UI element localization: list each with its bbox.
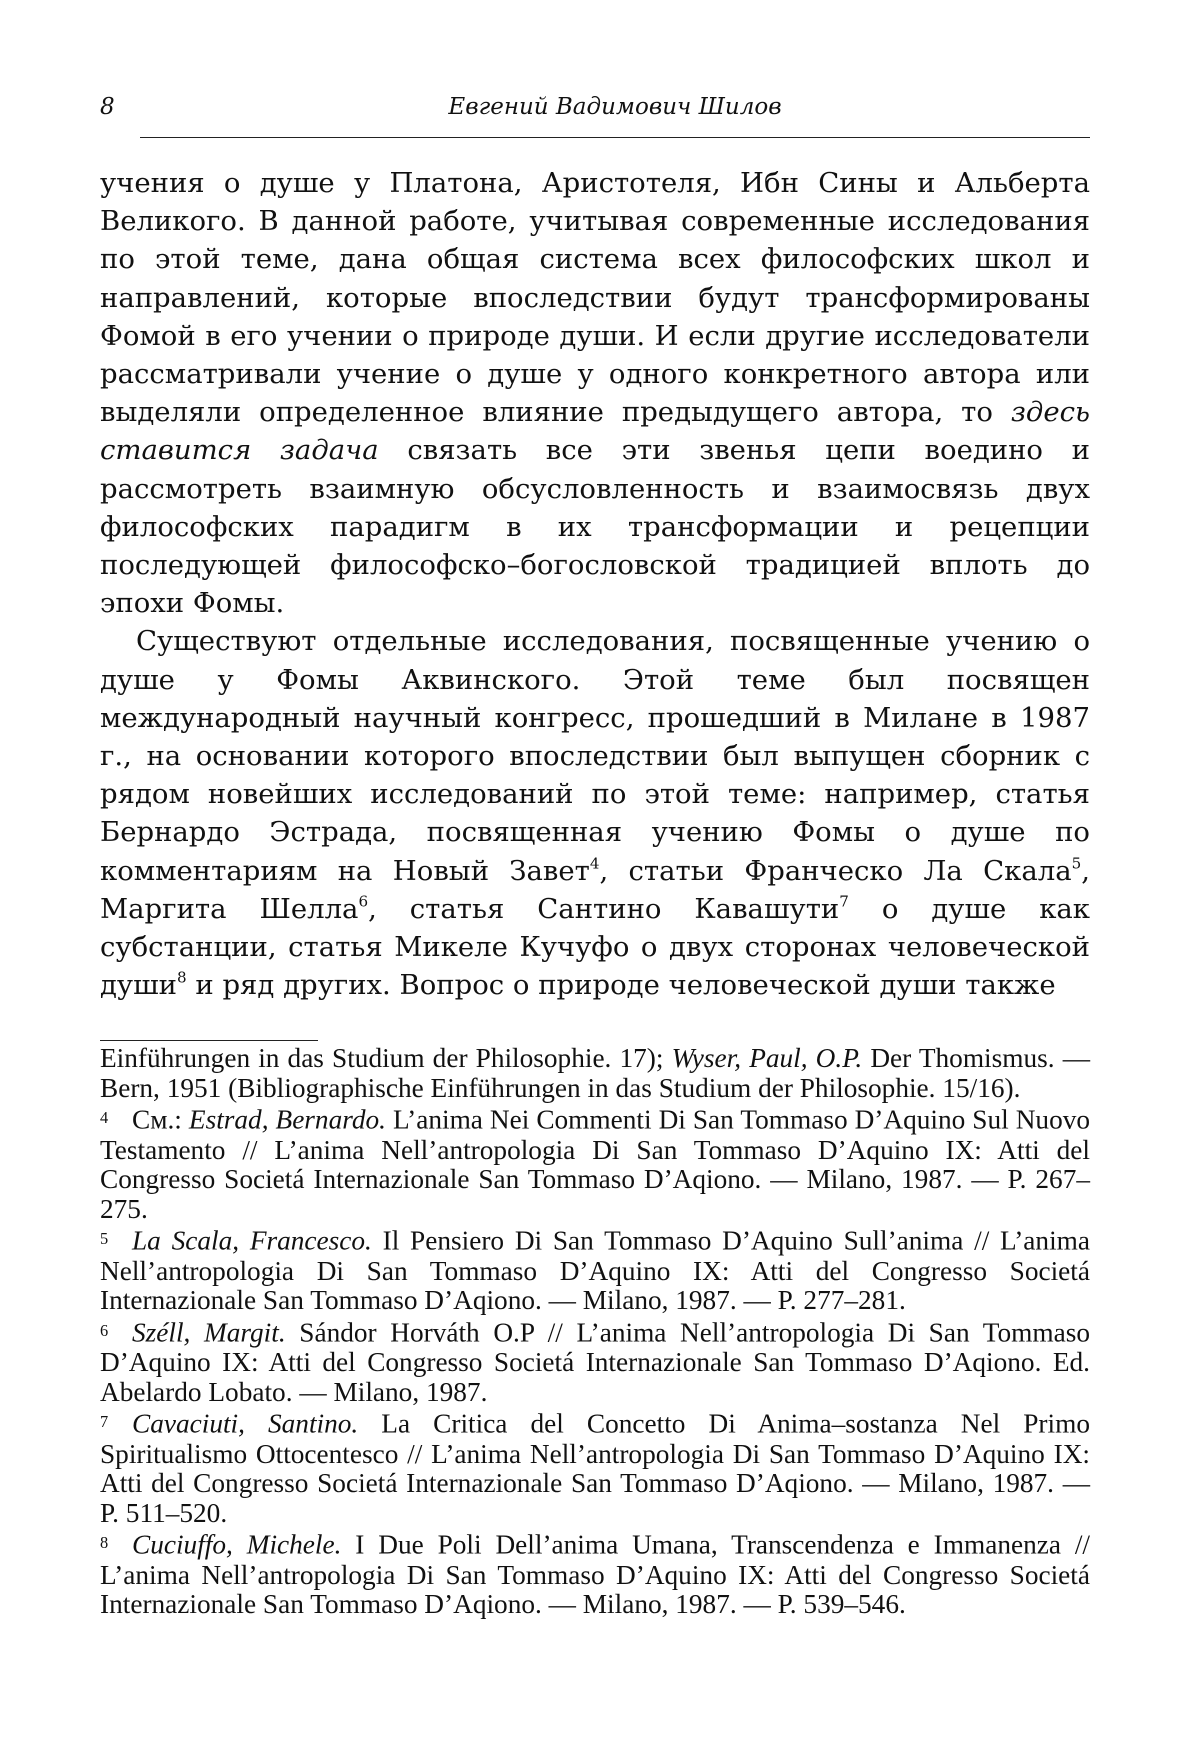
paragraph-2-text-c: , Маргита Шелла (100, 854, 1090, 925)
paragraph-2-text-b: , статьи Франческо Ла Скала (599, 854, 1072, 887)
footnote-7-author: Cavaciuti, Santino. (132, 1409, 359, 1439)
footnote-4 (100, 1103, 1090, 1224)
footnote-7 (100, 1407, 1090, 1528)
footnote-ref-8: 8 (177, 968, 187, 987)
paragraph-1-text-a: учения о душе у Платона, Аристотеля, Ибн Сины и Альберта Великого. В данной работе, учитывая современные исследования по этой теме, дана общая система всех философских школ и направлений, которые впоследствии будут трансформированы Фомой в его учении о природе души. И если другие исследователи рассматривали учение о душе у одного конкретного автора или выделяли определенное влияние предыдущего автора, то (100, 167, 1090, 429)
footnote-6 (100, 1316, 1090, 1408)
footnote-6-author: Széll, Margit. (132, 1317, 286, 1348)
footnote-8-mark: 8 (100, 1533, 109, 1553)
footnote-8-text: I Due Poli Dell’anima Umana, Transcendenza e Immanenza // L’anima Nell’antropologia Di San Tommaso D’Aquino IX: Atti del Congresso Societá Internazionale San Tommaso D’Aqiono. — Milano, 1987. — P. 539–546. (100, 1530, 1090, 1620)
paragraph-2-text-d: , статья Сантино Кавашути (368, 892, 840, 925)
paragraph-2-text-a: Существуют отдельные исследования, посвященные учению о душе у Фомы Аквинского. Этой теме был посвящен международный научный конгресс, прошедший в Милане в 1987 г., на основании которого впоследствии был выпущен сборник с рядом новейших исследований по этой теме: например, статья Бернардо Эстрада, посвященная учению Фомы о душе по комментариям на Новый Завет (100, 625, 1090, 887)
paragraph-2 (100, 622, 1090, 1004)
footnote-rule (100, 1040, 318, 1041)
footnote-ref-5: 5 (1071, 854, 1082, 873)
footnote-5-mark: 5 (100, 1229, 109, 1249)
paragraph-1 (100, 164, 1090, 622)
footnote-continuation-text-b: Der Thomismus. — Bern, 1951 (Bibliographische Einführungen in das Studium der Philosophie. 15/16). (100, 1043, 1090, 1103)
footnote-6-text: Sándor Horváth O.P // L’anima Nell’antropologia Di San Tommaso D’Aquino IX: Atti del Congresso Societá Internazionale San Tommaso D’Aqiono. Ed. Abelardo Lobato. — Milano, 1987. (100, 1317, 1091, 1407)
footnote-5-text: Il Pensiero Di San Tommaso D’Aquino Sull’anima // L’anima Nell’antropologia Di San Tommaso D’Aquino IX: Atti del Congresso Societá Internazionale San Tommaso D’Aqiono. — Milano, 1987. — P. 277–281. (100, 1226, 1090, 1316)
footnote-continuation (100, 1044, 1090, 1103)
paragraph-2-text-e: о душе как субстанции, статья Микеле Кучуфо о двух сторонах человеческой души (100, 892, 1090, 1002)
page-number: 8 (100, 94, 115, 120)
footnote-ref-4: 4 (589, 854, 600, 873)
footnote-5-author: La Scala, Francesco. (132, 1226, 372, 1256)
footnote-4-author: Estrad, Bernardo. (188, 1104, 386, 1135)
footnote-4-text: L’anima Nei Commenti Di San Tommaso D’Aquino Sul Nuovo Testamento // L’anima Nell’antropologia Di San Tommaso D’Aquino IX: Atti del Congresso Societá Internazionale San Tommaso D’Aqiono. — Milano, 1987. — P. 267–275. (100, 1104, 1091, 1224)
paragraph-1-text-b: связать все эти звенья цепи воедино и рассмотреть взаимную обсусловленность и взаимосвязь двух философских парадигм в их трансформации и рецепции последующей философско–богословской традицией вплоть до эпохи Фомы. (100, 434, 1090, 620)
header-rule (140, 137, 1090, 138)
running-head (100, 94, 1090, 134)
footnote-continuation-text-a: Einführungen in das Studium der Philosophie. 17); (100, 1043, 672, 1073)
running-head-author: Евгений Вадимович Шилов (448, 94, 782, 120)
footnote-8 (100, 1528, 1090, 1620)
footnote-ref-7: 7 (839, 892, 849, 911)
footnote-4-prefix: См.: (132, 1104, 189, 1135)
footnotes (100, 1044, 1090, 1620)
footnote-5 (100, 1224, 1090, 1316)
footnote-8-author: Cuciuffo, Michele. (132, 1530, 342, 1561)
footnote-7-mark: 7 (100, 1412, 109, 1432)
footnote-7-text: La Critica del Concetto Di Anima–sostanza Nel Primo Spiritualismo Ottocentesco // L’anima Nell’antropologia Di San Tommaso D’Aquino IX: Atti del Congresso Societá Internazionale San Tommaso D’Aqiono. — Milano, 1987. — P. 511–520. (100, 1409, 1090, 1528)
emphasis-text: здесь ставится задача (100, 396, 1090, 467)
main-text (100, 164, 1090, 1004)
footnote-continuation-author: Wyser, Paul, O.P. (671, 1043, 863, 1073)
footnote-ref-6: 6 (358, 892, 369, 911)
footnote-4-mark: 4 (100, 1108, 109, 1128)
footnote-6-mark: 6 (100, 1320, 109, 1340)
paragraph-2-text-f: и ряд других. Вопрос о природе человеческой души также (186, 969, 1056, 1002)
